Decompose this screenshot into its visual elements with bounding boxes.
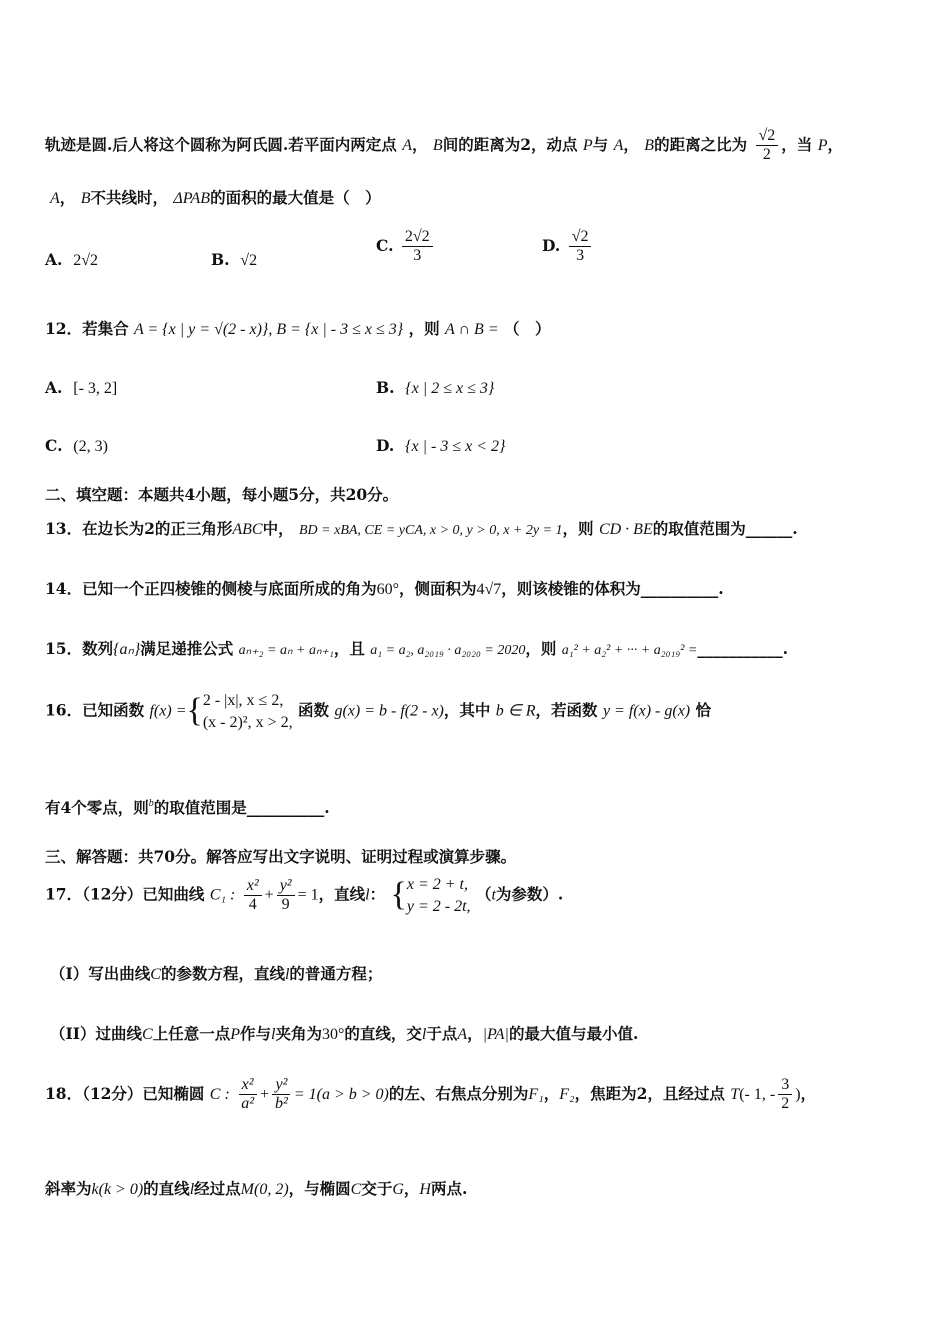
comma: ， <box>59 188 76 207</box>
q12-prefix: 12．若集合 <box>45 319 129 338</box>
intersection-expr: A ∩ B = <box>445 321 499 338</box>
q11-option-b: B. √2 <box>211 250 258 269</box>
q12-tail: （ ） <box>504 319 551 338</box>
q12-stem <box>45 320 551 339</box>
sequence: {aₙ} <box>113 641 141 658</box>
param-t: t <box>491 886 496 904</box>
point-a: A <box>613 136 624 154</box>
q11-option-a: A. 2√2 <box>45 250 99 269</box>
point-t: T <box>730 1085 740 1103</box>
q11-tail: 不共线时， <box>90 188 168 207</box>
q11-mid4: ，当 <box>781 134 813 154</box>
pa-length: |PA| <box>482 1026 509 1043</box>
q12-option-a: A. [- 3, 2] <box>45 378 118 397</box>
q17-part2: （II）过曲线C上任意一点P作与l夹角为30°的直线，交l于点A，|PA|的最大值与最小值. <box>50 1024 639 1043</box>
param-y: y = 2 - 2t, <box>406 897 471 915</box>
ratio-fraction: $\frac{√2}{2}$ <box>756 127 779 165</box>
slope-k: k(k > 0) <box>91 1181 144 1198</box>
ellipse-c: C : <box>209 1085 230 1103</box>
q16: 16．已知函数 f(x) ={ 2 - |x|, x ≤ 2, (x - 2)², x > 2, 函数 g(x) = b - f(2 - x)，其中 b ∈ R，若函数 y = f(x) - g(x) 恰 <box>45 690 711 733</box>
set-b: , B = {x | - 3 ≤ x ≤ 3} <box>268 321 404 338</box>
q17: 17．（12分）已知曲线 C₁ : $\frac{\text{x²}}{4}$ + $\frac{\text{y²}}{9}$ = 1，直线l： { x = 2 + t, y = 2 - 2t, （t为参数）. <box>45 874 563 917</box>
q12-option-d: D. {x | - 3 ≤ x < 2} <box>376 436 506 455</box>
f-definition: f(x) = <box>149 702 187 720</box>
point-b: B <box>432 136 443 154</box>
lateral-area: 4√7 <box>476 581 502 598</box>
q18-line2: 斜率为k(k > 0)的直线l经过点M(0, 2)，与椭圆C交于G，H两点. <box>45 1179 468 1198</box>
q11-option-d: D. $\frac{√2}{3}$ <box>542 228 594 266</box>
set-a: A = {x | y = √(2 - x)} <box>133 321 269 338</box>
point-b: B <box>80 190 91 207</box>
point-a: A <box>50 190 60 207</box>
point-m: M(0, 2) <box>240 1181 289 1198</box>
q14: 14．已知一个正四棱锥的侧棱与底面所成的角为60°，侧面积为4√7，则该棱锥的体积为__________. <box>45 579 724 598</box>
param-x: x = 2 + t, <box>406 876 468 893</box>
point-b: B <box>644 136 655 154</box>
q11-line1 <box>45 127 843 165</box>
q15-condition: a₁ = a₂, a₂₀₁₉ · a₂₀₂₀ = 2020 <box>370 643 526 658</box>
q11-line2 <box>50 189 381 208</box>
y-definition: y = f(x) - g(x) <box>602 702 691 720</box>
point-a: A <box>402 136 412 154</box>
q12-option-b: B. {x | 2 ≤ x ≤ 3} <box>376 378 495 397</box>
q12-option-c: C. (2, 3) <box>45 436 108 455</box>
section-3-heading: 三、解答题：共70分。解答应写出文字说明、证明过程或演算步骤。 <box>45 847 517 866</box>
q11-mid2: 与 <box>592 134 609 154</box>
q12-then: ，则 <box>408 319 440 338</box>
q11-mid3: 的距离之比为 <box>654 134 748 154</box>
q18: 18．（12分）已知椭圆 C : $\frac{\text{x²}}{\text{a²}}$ + $\frac{\text{y²}}{\text{b²}}$ = 1(a > b > 0)的左、右焦点分别为F₁，F₂，焦距为2，且经过点 T(- 1, - $\frac{3}{2}$ )， <box>45 1076 817 1113</box>
recurrence: aₙ₊₂ = aₙ + aₙ₊₁ <box>238 643 334 658</box>
comma: ， <box>827 134 843 154</box>
point-p: P <box>582 136 593 154</box>
q11-option-c: C. $\frac{2√2}{3}$ <box>376 228 436 266</box>
line-l: l <box>365 886 370 904</box>
section-2-heading: 二、填空题：本题共4小题，每小题5分，共20分。 <box>45 485 399 504</box>
point-p: P <box>817 136 828 154</box>
case-2: (x - 2)², x > 2, <box>202 713 293 731</box>
q16-line2: 有4个零点，则$^b$的取值范围是__________. <box>45 798 330 817</box>
square-sum: a₁² + a₂² + ··· + a₂₀₁₉² = <box>561 643 698 658</box>
q13: 13．在边长为2的正三角形ABC中， BD = xBA, CE = yCA, x > 0, y > 0, x + 2y = 1，则 CD · BE的取值范围为______. <box>45 519 798 538</box>
q15: 15．数列{aₙ}满足递推公式 aₙ₊₂ = aₙ + aₙ₊₁，且 a₁ = a₂, a₂₀₁₉ · a₂₀₂₀ = 2020，则 a₁² + a₂² + ··· + a₂₀₁₉² =___________. <box>45 639 788 658</box>
curve-c1: C₁ : <box>209 886 236 904</box>
comma: ， <box>411 134 428 154</box>
dot-product-expr: CD · BE <box>598 521 653 538</box>
param-b: b <box>148 798 154 809</box>
q11-question: 的面积的最大值是（ ） <box>210 188 381 207</box>
triangle-abc: ABC <box>232 521 263 538</box>
g-definition: g(x) = b - f(2 - x) <box>334 702 444 720</box>
q13-condition: BD = xBA, CE = yCA, x > 0, y > 0, x + 2y = 1 <box>299 523 563 538</box>
b-in-r: b ∈ R <box>495 702 536 720</box>
comma: ， <box>623 134 639 154</box>
q11-mid1: 间的距离为2，动点 <box>442 134 578 154</box>
q17-part1: （I）写出曲线C的参数方程，直线l的普通方程； <box>50 964 383 983</box>
q11-text: 轨迹是圆.后人将这个圆称为阿氏圆.若平面内两定点 <box>45 134 397 154</box>
case-1: 2 - |x|, x ≤ 2, <box>202 692 284 709</box>
ellipse-condition: = 1(a > b > 0) <box>293 1085 389 1103</box>
angle-value: 60° <box>376 581 399 598</box>
triangle-pab: ΔPAB <box>173 190 211 207</box>
